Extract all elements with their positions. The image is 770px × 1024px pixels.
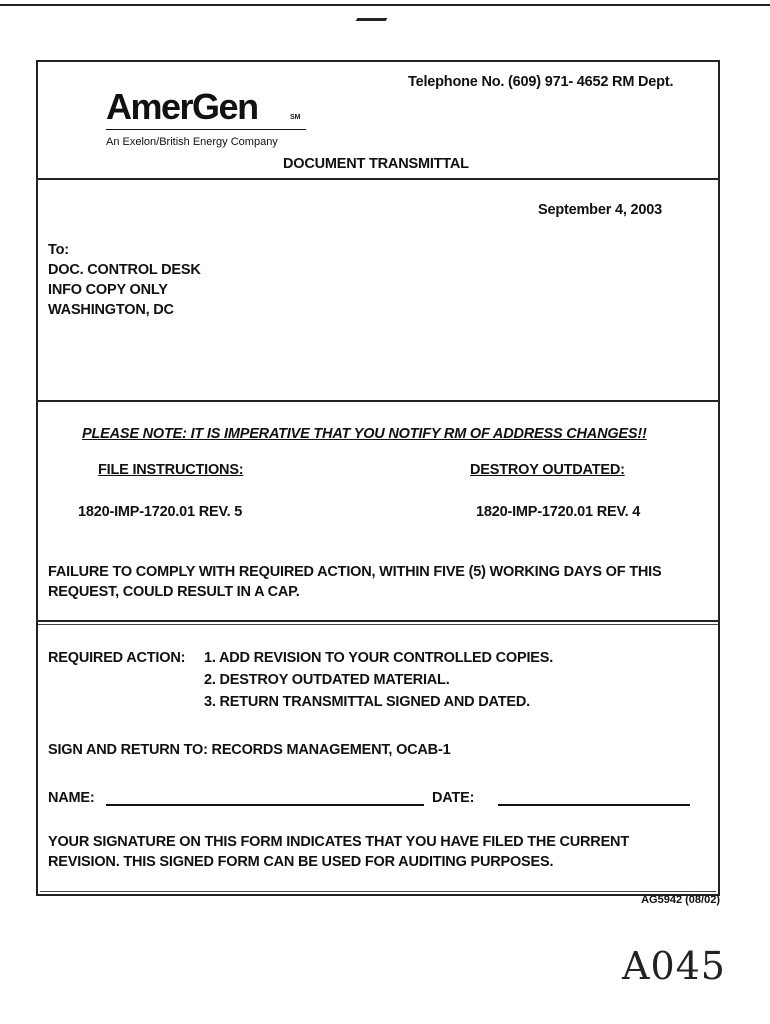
address-divider <box>38 400 718 402</box>
date-field[interactable] <box>498 804 690 806</box>
header-divider <box>38 178 718 180</box>
file-instructions-label: FILE INSTRUCTIONS: <box>98 462 244 478</box>
transmittal-date: September 4, 2003 <box>538 202 662 218</box>
sign-and-return: SIGN AND RETURN TO: RECORDS MANAGEMENT, OCAB-1 <box>48 742 451 758</box>
failure-warning-line: REQUEST, COULD RESULT IN A CAP. <box>48 584 300 600</box>
name-field[interactable] <box>106 804 424 806</box>
handwritten-code: A045 <box>622 944 726 988</box>
date-label: DATE: <box>432 790 475 806</box>
please-note-notice: PLEASE NOTE: IT IS IMPERATIVE THAT YOU NOTIFY RM OF ADDRESS CHANGES!! <box>82 426 647 442</box>
address-line: INFO COPY ONLY <box>48 282 168 298</box>
signature-statement-line: REVISION. THIS SIGNED FORM CAN BE USED FOR AUDITING PURPOSES. <box>48 854 554 870</box>
logo-rule <box>106 129 306 130</box>
required-action-item: 2. DESTROY OUTDATED MATERIAL. <box>204 672 450 688</box>
failure-warning-line: FAILURE TO COMPLY WITH REQUIRED ACTION, WITHIN FIVE (5) WORKING DAYS OF THIS <box>48 564 662 580</box>
name-label: NAME: <box>48 790 95 806</box>
telephone-number: Telephone No. (609) 971- 4652 RM Dept. <box>408 74 674 90</box>
required-action-label: REQUIRED ACTION: <box>48 650 186 666</box>
transmittal-form <box>36 60 720 896</box>
form-number: AG5942 (08/02) <box>641 894 720 906</box>
scan-mark <box>356 6 395 21</box>
address-line: DOC. CONTROL DESK <box>48 262 201 278</box>
required-action-item: 1. ADD REVISION TO YOUR CONTROLLED COPIES. <box>204 650 554 666</box>
to-label: To: <box>48 242 69 258</box>
destroy-outdated-label: DESTROY OUTDATED: <box>470 462 625 478</box>
service-mark: SM <box>290 114 301 121</box>
required-action-item: 3. RETURN TRANSMITTAL SIGNED AND DATED. <box>204 694 530 710</box>
notice-divider <box>38 620 718 622</box>
address-line: WASHINGTON, DC <box>48 302 174 318</box>
page-title: DOCUMENT TRANSMITTAL <box>283 156 469 172</box>
company-tagline: An Exelon/British Energy Company <box>106 136 278 148</box>
file-instructions-value: 1820-IMP-1720.01 REV. 5 <box>78 504 243 520</box>
company-logo: AmerGen <box>106 86 258 127</box>
signature-statement-line: YOUR SIGNATURE ON THIS FORM INDICATES THAT YOU HAVE FILED THE CURRENT <box>48 834 629 850</box>
destroy-outdated-value: 1820-IMP-1720.01 REV. 4 <box>476 504 641 520</box>
